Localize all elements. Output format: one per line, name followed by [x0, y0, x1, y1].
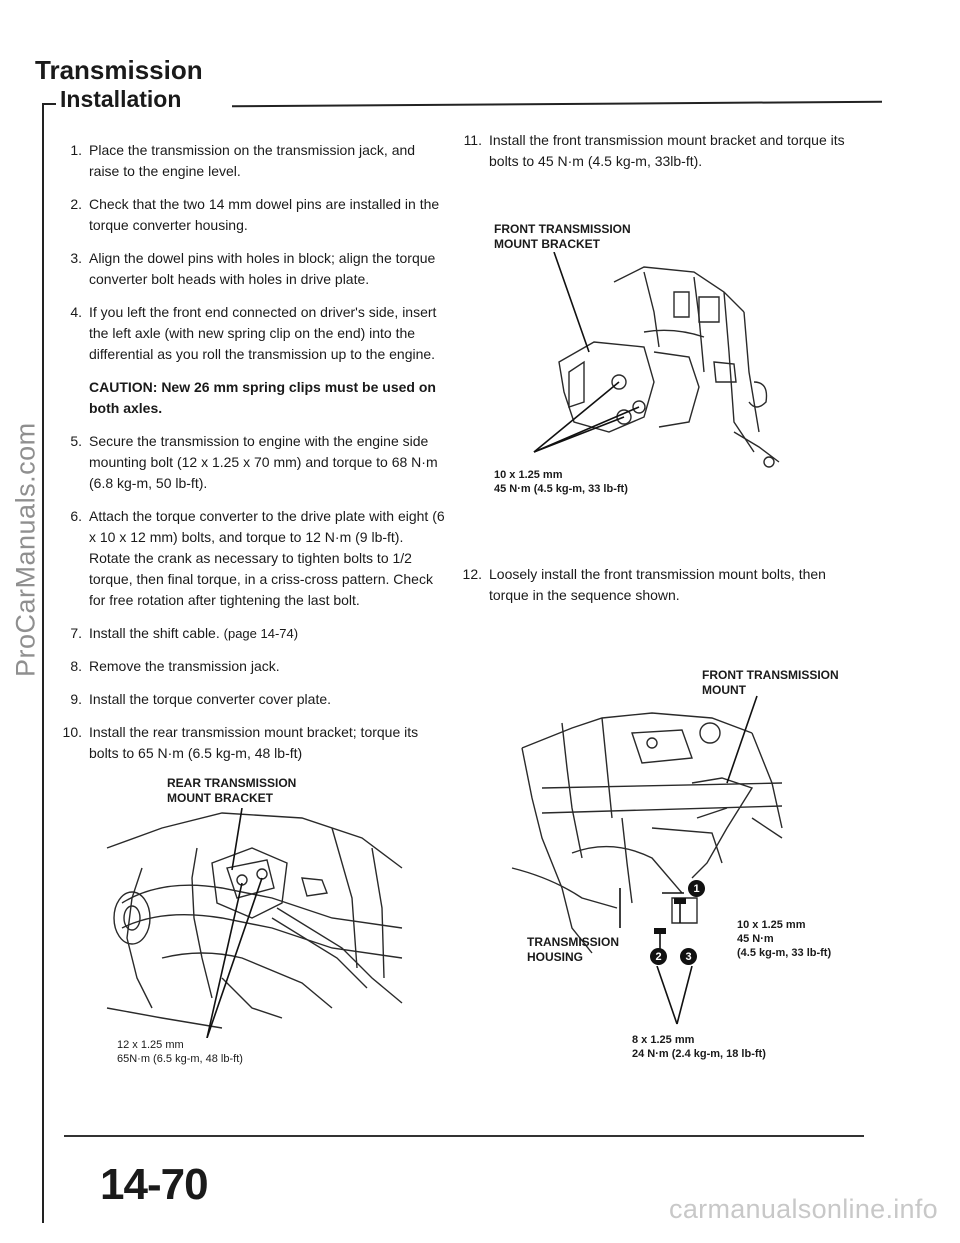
left-column — [52, 140, 447, 1076]
sequence-marker-2: 2 — [650, 948, 667, 965]
front-bracket-figure — [494, 222, 814, 512]
step-number: 11. — [463, 132, 482, 148]
bottom-callout-lines — [632, 966, 752, 1026]
housing-bolt-spec — [632, 1033, 766, 1061]
callout-line: MOUNT BRACKET — [167, 791, 273, 805]
step-number: 12. — [462, 566, 482, 582]
callout-line: FRONT TRANSMISSION — [494, 222, 631, 236]
spec-line: (4.5 kg-m, 33 lb-ft) — [737, 947, 832, 959]
spec-line: 10 x 1.25 mm — [737, 919, 806, 931]
section-heading — [42, 86, 852, 122]
transmission-housing-callout — [527, 935, 619, 965]
step-text: Remove the transmission jack. — [89, 658, 280, 674]
heading-dash — [42, 103, 56, 105]
step-5 — [52, 431, 447, 494]
step-8 — [52, 656, 447, 677]
sequence-marker-1: 1 — [688, 880, 705, 897]
page-number: 14-70 — [100, 1160, 208, 1209]
step-4 — [52, 302, 447, 365]
step-12 — [452, 564, 852, 606]
step-2 — [52, 194, 447, 236]
step-3 — [52, 248, 447, 290]
front-bracket-illustration — [494, 252, 794, 482]
step-7 — [52, 623, 447, 644]
step-number: 1. — [70, 142, 82, 158]
step-number: 9. — [70, 691, 82, 707]
step-number: 2. — [70, 196, 82, 212]
step-number: 8. — [70, 658, 82, 674]
callout-line: TRANSMISSION — [527, 935, 620, 949]
step-6 — [52, 506, 447, 611]
side-watermark: ProCarManuals.com — [10, 422, 41, 678]
callout-line: HOUSING — [527, 950, 584, 964]
spec-line: 45 N·m (4.5 kg-m, 33 lb-ft) — [494, 483, 628, 495]
step-number: 7. — [70, 625, 82, 641]
spec-line: 45 N·m — [737, 933, 774, 945]
step-1 — [52, 140, 447, 182]
step-number: 4. — [70, 304, 82, 320]
step-text: Install the rear transmission mount bracket; torque its bolts to 65 N·m (6.5 kg-m, 48 lb-ft) — [89, 724, 419, 761]
bottom-watermark: carmanualsonline.info — [669, 1194, 938, 1224]
rear-mount-figure — [102, 776, 422, 1076]
step-text: Check that the two 14 mm dowel pins are installed in the torque converter housing. — [89, 196, 440, 233]
step-number: 5. — [70, 433, 82, 449]
step-text: Secure the transmission to engine with the engine side mounting bolt (12 x 1.25 x 70 mm) and torque to 68 N·m (6.8 kg-m, 50 lb-ft). — [89, 433, 438, 491]
bottom-rule — [64, 1135, 864, 1137]
front-mount-figure — [452, 668, 852, 1060]
step-11 — [452, 130, 852, 172]
callout-line: REAR TRANSMISSION — [167, 776, 297, 790]
step-10 — [52, 722, 447, 764]
left-margin-rule — [42, 103, 44, 1223]
step-number: 10. — [62, 724, 82, 740]
callout-line: FRONT TRANSMISSION — [702, 668, 839, 682]
step-text: Install the front transmission mount bracket and torque its bolts to 45 N·m (4.5 kg-m, 33lb-ft). — [489, 132, 845, 169]
page-reference-link[interactable]: (page 14-74) — [223, 626, 299, 641]
spec-line: 65N·m (6.5 kg-m, 48 lb-ft) — [117, 1053, 243, 1065]
section-heading-label: Installation — [60, 86, 182, 112]
sequence-marker-3: 3 — [680, 948, 697, 965]
front-bracket-torque-spec — [494, 468, 628, 496]
callout-line: MOUNT BRACKET — [494, 237, 600, 251]
step-text: Attach the torque converter to the drive plate with eight (6 x 10 x 12 mm) bolts, and torque to 12 N·m (9 lb-ft). Rotate the crank as necessary to tighten bolts to 1/2 torque, then final torque, in a criss-cross pattern. Check for free rotation after tightening the last bolt. — [89, 508, 445, 608]
page-title: Transmission — [35, 55, 203, 85]
callout-line: MOUNT — [702, 683, 746, 697]
spec-line: 10 x 1.25 mm — [494, 469, 563, 481]
step-text: Align the dowel pins with holes in block; align the torque converter bolt heads with holes in drive plate. — [89, 250, 436, 287]
step-text: Loosely install the front transmission mount bolts, then torque in the sequence shown. — [489, 566, 826, 603]
step-text: Install the torque converter cover plate. — [89, 691, 332, 707]
step-9 — [52, 689, 447, 710]
mount-bolt-spec — [737, 918, 831, 960]
spec-line: 12 x 1.25 mm — [117, 1039, 184, 1051]
step-number: 3. — [70, 250, 82, 266]
rear-bracket-callout — [167, 776, 296, 806]
rear-torque-spec — [117, 1038, 243, 1066]
rear-mount-illustration — [102, 808, 422, 1038]
step-number: 6. — [70, 508, 82, 524]
step-text: Place the transmission on the transmission jack, and raise to the engine level. — [89, 142, 416, 179]
step-text: If you left the front end connected on driver's side, insert the left axle (with new spring clip on the end) into the differential as you roll the transmission up to the engine. — [89, 304, 437, 362]
front-bracket-callout — [494, 222, 631, 252]
caution-note: CAUTION: New 26 mm spring clips must be used on both axles. — [89, 379, 436, 416]
spec-line: 24 N·m (2.4 kg-m, 18 lb-ft) — [632, 1048, 766, 1060]
spec-line: 8 x 1.25 mm — [632, 1034, 695, 1046]
right-column — [452, 130, 852, 1060]
step-text: Install the shift cable. — [89, 625, 220, 641]
heading-rule — [232, 101, 882, 108]
